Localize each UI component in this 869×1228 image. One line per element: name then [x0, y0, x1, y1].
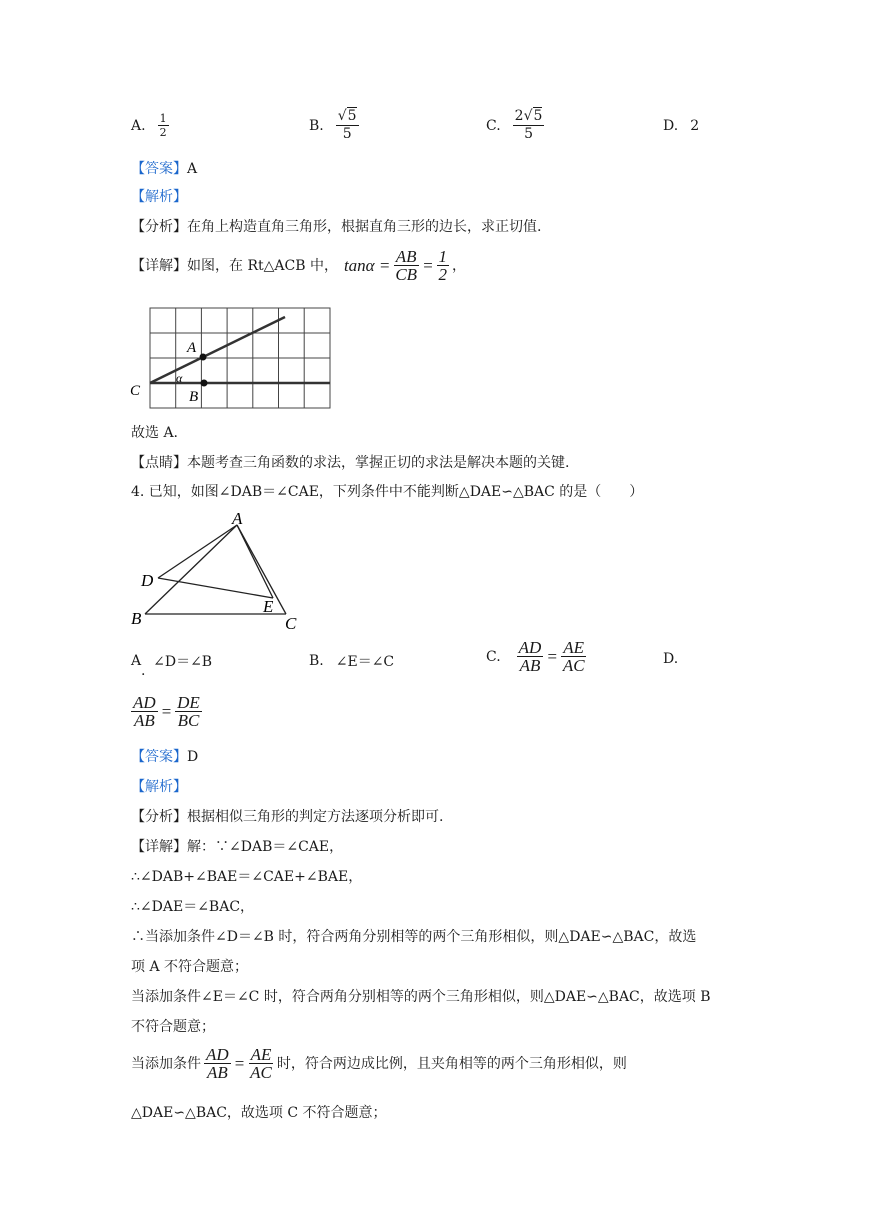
fraction-one-half — [437, 248, 450, 283]
option-label: A — [131, 653, 142, 669]
equals-sign: = — [422, 255, 434, 275]
point-a — [200, 354, 207, 361]
detail-tag: 【详解】 — [131, 257, 187, 274]
q4-detail-line-3: ∴∠DAE＝∠BAC， — [131, 899, 255, 915]
grid-lines — [150, 308, 330, 408]
q3-option-d — [663, 118, 699, 134]
q4-detail-line-5: 项 A 不符合题意； — [131, 959, 249, 975]
fraction-numerator: AD — [133, 693, 156, 712]
fraction-numerator: AE — [563, 638, 585, 657]
label-e: E — [263, 597, 274, 616]
fraction-2sqrt5-over-5 — [513, 108, 545, 143]
q3-answer-line — [131, 159, 197, 179]
fraction-ad-over-ab — [517, 639, 544, 674]
radicand: 5 — [533, 108, 543, 124]
q3-option-b — [309, 108, 362, 143]
fenxi-tag: 【分析】 — [131, 219, 187, 235]
fraction-numerator: AD — [518, 638, 542, 657]
label-b: B — [131, 609, 142, 628]
q4-detail-line-2: ∴∠DAB+∠BAE＝∠CAE+∠BAE， — [131, 869, 363, 885]
fraction-denominator: 5 — [524, 126, 534, 142]
condition-prefix: 当添加条件 — [131, 1055, 201, 1072]
fraction-numerator: AD — [206, 1045, 229, 1064]
label-a: A — [232, 509, 243, 528]
option-a-dot: . — [141, 663, 146, 679]
q3-fenxi-line — [131, 217, 541, 237]
fraction-denominator: AB — [133, 711, 155, 730]
answer-tag: 【答案】 — [131, 749, 187, 765]
fraction-ad-over-ab — [131, 694, 158, 729]
comment-text: 本题考查三角函数的求法，掌握正切的求法是解决本题的关键. — [187, 455, 570, 471]
q4-detail-line-6: 当添加条件∠E＝∠C 时，符合两角分别相等的两个三角形相似，则△DAE∽△BAC，故选项 B — [131, 989, 711, 1005]
label-b: B — [189, 389, 199, 405]
grid-figure — [125, 300, 340, 415]
q3-option-a — [131, 112, 172, 139]
fraction-denominator: 2 — [438, 265, 448, 284]
q4-detail-line-7: 不符合题意； — [131, 1019, 215, 1035]
fraction-numerator: 2√5 — [514, 108, 543, 124]
equals-sign: = — [233, 1053, 246, 1073]
ray-ca — [150, 317, 285, 383]
fraction-ad-over-ab — [204, 1046, 231, 1081]
fraction-denominator: 5 — [342, 126, 352, 142]
label-d: D — [141, 571, 154, 590]
equals-sign: = — [546, 646, 558, 666]
q3-analysis-tag: 【解析】 — [131, 189, 187, 205]
option-label: C. — [486, 648, 501, 665]
option-label: D. — [663, 651, 679, 667]
fraction-numerator: AE — [250, 1045, 272, 1064]
fraction-numerator: √5 — [337, 108, 357, 124]
fenxi-text: 根据相似三角形的判定方法逐项分析即可. — [187, 809, 444, 825]
condition-suffix: 时，符合两边成比例，且夹角相等的两个三角形相似，则 — [276, 1055, 627, 1072]
point-b — [201, 380, 208, 387]
fraction-denominator: AB — [519, 656, 541, 675]
q4-detail-line-4: ∴当添加条件∠D＝∠B 时，符合两角分别相等的两个三角形相似，则△DAE∽△BAC，故选 — [131, 929, 697, 945]
q4-answer-line — [131, 747, 198, 767]
answer-value: D — [187, 749, 199, 765]
tan-expression: tanα = — [343, 255, 391, 275]
q4-option-d-label — [663, 651, 678, 667]
detail-text: 如图，在 Rt△ACB 中， — [187, 257, 338, 274]
fraction-numerator: 1 — [438, 247, 448, 266]
q4-option-b — [309, 651, 394, 671]
option-label: D. — [663, 118, 679, 134]
fraction-denominator: AB — [206, 1063, 228, 1082]
fraction-denominator: BC — [177, 711, 200, 730]
fenxi-tag: 【分析】 — [131, 809, 187, 825]
answer-value: A — [187, 161, 198, 177]
q3-option-c — [486, 108, 547, 143]
q4-option-c — [486, 639, 590, 674]
label-c: C — [285, 614, 297, 633]
label-alpha: α — [176, 371, 183, 385]
label-c: C — [130, 383, 141, 399]
fraction-denominator: AC — [250, 1063, 272, 1082]
q3-comment-line — [131, 453, 569, 473]
fraction-one-half — [158, 112, 169, 139]
option-label: C. — [486, 117, 501, 134]
fraction-denominator: CB — [395, 265, 418, 284]
fraction-de-over-bc — [175, 694, 202, 729]
option-value: 2 — [690, 118, 700, 134]
fraction-denominator: AC — [562, 656, 585, 675]
fraction-ab-over-cb — [393, 248, 419, 283]
option-text: ∠D＝∠B — [153, 654, 213, 670]
option-label: A. — [131, 117, 146, 134]
option-text: ∠E＝∠C — [335, 654, 395, 670]
option-label: B. — [309, 117, 324, 134]
q4-stem: 4. 已知，如图∠DAB＝∠CAE，下列条件中不能判断△DAE∽△BAC 的是（ ） — [131, 484, 644, 500]
q4-analysis-tag: 【解析】 — [131, 779, 187, 795]
equals-sign: = — [160, 701, 173, 721]
triangle-figure — [125, 508, 310, 636]
q3-conclusion: 故选 A. — [131, 425, 179, 441]
q4-detail-line — [131, 837, 343, 857]
radicand: 5 — [347, 108, 357, 124]
comma: ， — [452, 257, 467, 274]
q3-detail-line — [131, 248, 466, 283]
coefficient: 2 — [514, 108, 524, 124]
label-a: A — [187, 340, 197, 356]
fraction-numerator: AB — [395, 247, 417, 266]
comment-tag: 【点睛】 — [131, 455, 187, 471]
fraction-denominator: 2 — [159, 126, 167, 139]
fraction-ae-over-ac — [561, 639, 587, 674]
q4-option-d — [131, 694, 205, 729]
option-label: B. — [309, 653, 324, 669]
q4-last-line: △DAE∽△BAC，故选项 C 不符合题意； — [131, 1105, 387, 1121]
q4-fenxi-line — [131, 807, 443, 827]
fraction-sqrt5-over-5 — [336, 108, 359, 143]
answer-tag: 【答案】 — [131, 161, 187, 177]
fraction-numerator: 1 — [159, 112, 167, 125]
detail-tag: 【详解】 — [131, 839, 187, 855]
fraction-ae-over-ac — [248, 1046, 274, 1081]
fraction-numerator: DE — [177, 693, 200, 712]
fenxi-text: 在角上构造直角三角形，根据直角三形的边长，求正切值. — [187, 219, 542, 235]
q4-condition-line — [131, 1046, 627, 1081]
detail-text: 解：∵∠DAB＝∠CAE， — [187, 839, 344, 855]
